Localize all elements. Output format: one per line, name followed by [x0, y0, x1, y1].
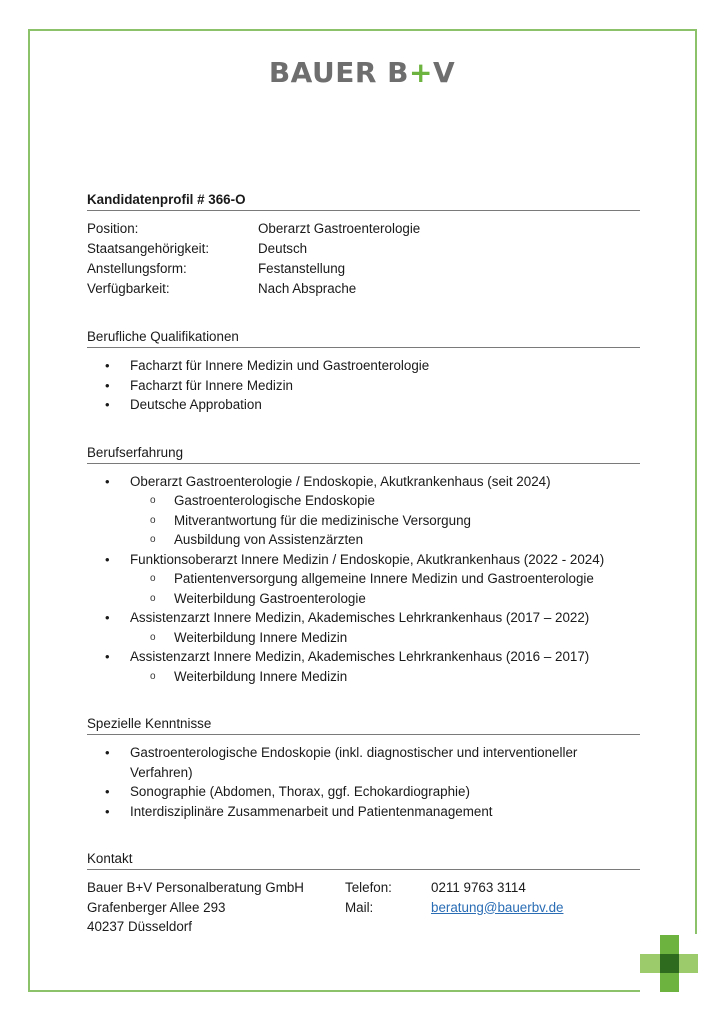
field-position: Position: Oberarzt Gastroenterologie	[87, 221, 421, 236]
phone-label: Telefon:	[345, 880, 392, 895]
company-logo: BAUER B+V	[268, 56, 456, 89]
experience-subitem: o Gastroenterologische Endoskopie	[87, 491, 640, 511]
qualifications-list	[87, 356, 640, 415]
page-border-top	[28, 29, 697, 31]
experience-item: • Assistenzarzt Innere Medizin, Akademisches Lehrkrankenhaus (2016 – 2017)	[87, 647, 640, 667]
skills-list	[87, 743, 640, 821]
experience-subitem: o Mitverantwortung für die medizinische Versorgung	[87, 511, 640, 531]
list-item: • Facharzt für Innere Medizin	[87, 376, 640, 396]
experience-title: Berufserfahrung	[87, 443, 640, 464]
contact-street: Grafenberger Allee 293	[87, 899, 226, 915]
contact-city: 40237 Düsseldorf	[87, 919, 192, 934]
list-item: • Deutsche Approbation	[87, 395, 640, 415]
mail-link[interactable]: beratung@bauerbv.de	[431, 899, 564, 915]
candidate-profile	[87, 190, 640, 937]
list-item: • Gastroenterologische Endoskopie (inkl. diagnostischer und interventioneller Verfahren)	[87, 743, 640, 782]
page-border-left	[28, 29, 30, 992]
skills-title: Spezielle Kenntnisse	[87, 714, 640, 735]
qualifications-title: Berufliche Qualifikationen	[87, 327, 640, 348]
experience-list	[87, 472, 640, 687]
profile-title: Kandidatenprofil # 366-O	[87, 190, 640, 211]
experience-subitem: o Ausbildung von Assistenzärzten	[87, 530, 640, 550]
experience-subitem: o Weiterbildung Gastroenterologie	[87, 589, 640, 609]
list-item: • Interdisziplinäre Zusammenarbeit und Patientenmanagement	[87, 802, 640, 822]
page-border-right	[695, 29, 697, 934]
experience-item: • Assistenzarzt Innere Medizin, Akademisches Lehrkrankenhaus (2017 – 2022)	[87, 608, 640, 628]
field-availability: Verfügbarkeit: Nach Absprache	[87, 281, 357, 296]
profile-fields	[87, 219, 640, 299]
contact-title: Kontakt	[87, 849, 640, 870]
mail-label: Mail:	[345, 899, 374, 915]
experience-subitem: o Weiterbildung Innere Medizin	[87, 667, 640, 687]
list-item: • Facharzt für Innere Medizin und Gastroenterologie	[87, 356, 640, 376]
experience-subitem: o Weiterbildung Innere Medizin	[87, 628, 640, 648]
page-border-bottom	[28, 990, 640, 992]
experience-item: • Oberarzt Gastroenterologie / Endoskopie, Akutkrankenhaus (seit 2024)	[87, 472, 640, 492]
field-nationality: Staatsangehörigkeit: Deutsch	[87, 241, 308, 256]
field-employment-type: Anstellungsform: Festanstellung	[87, 261, 346, 276]
phone-number: 0211 9763 3114	[431, 880, 526, 895]
list-item: • Sonographie (Abdomen, Thorax, ggf. Echokardiographie)	[87, 782, 640, 802]
experience-item: • Funktionsoberarzt Innere Medizin / Endoskopie, Akutkrankenhaus (2022 - 2024)	[87, 550, 640, 570]
contact-company: Bauer B+V Personalberatung GmbH	[87, 880, 304, 895]
experience-subitem: o Patientenversorgung allgemeine Innere Medizin und Gastroenterologie	[87, 569, 640, 589]
contact-block	[87, 878, 640, 937]
